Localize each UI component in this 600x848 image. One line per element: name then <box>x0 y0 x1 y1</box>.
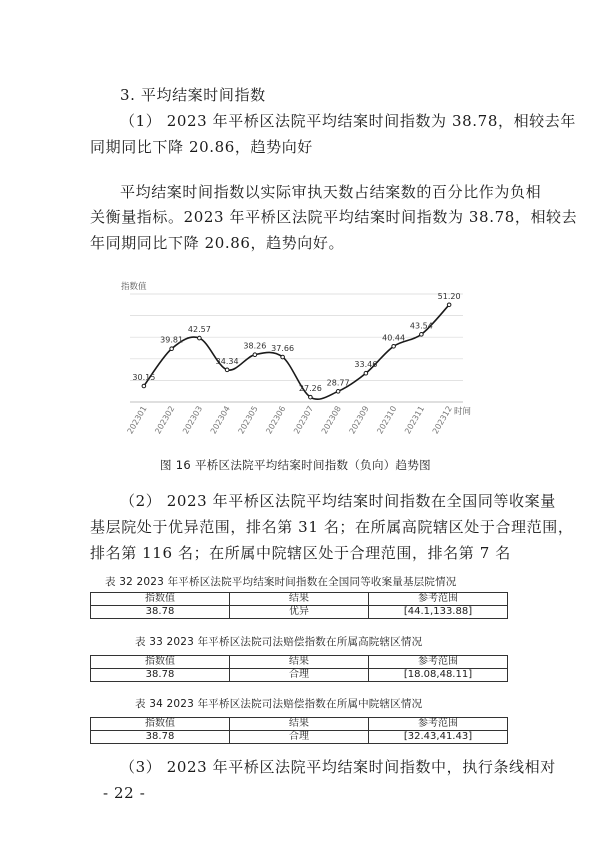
chart-data-label: 38.26 <box>243 341 267 351</box>
chart-point <box>336 390 340 394</box>
para2-line1: 平均结案时间指数以实际审执天数占结案数的百分比作为负相 <box>120 183 542 201</box>
chart-labels-group <box>126 292 461 436</box>
chart-x-tick-label: 202301 <box>125 404 149 436</box>
table-header-cell: 指数值 <box>91 718 230 731</box>
chart-data-label: 39.81 <box>160 335 184 345</box>
table-header-cell: 指数值 <box>91 593 230 606</box>
chart-data-label: 42.57 <box>187 325 211 335</box>
chart-gridlines <box>130 291 463 402</box>
table-header-cell: 参考范围 <box>369 656 508 669</box>
chart-data-label: 51.20 <box>437 291 461 301</box>
chart-x-tick-label: 202308 <box>319 404 343 436</box>
table-header-cell: 参考范围 <box>369 593 508 606</box>
chart-point <box>198 336 202 340</box>
chart-series-line-group <box>144 305 449 399</box>
chart-data-label: 28.77 <box>326 378 350 388</box>
table34 <box>90 717 508 744</box>
chart-point <box>420 333 424 337</box>
table-cell: 合理 <box>230 731 369 744</box>
table-cell: [44.1,133.88] <box>369 606 508 619</box>
chart-point <box>392 345 396 349</box>
table-cell: 38.78 <box>91 731 230 744</box>
para1-line1: （1） 2023 年平桥区法院平均结案时间指数为 38.78，相较去年 <box>120 112 576 130</box>
chart-x-tick-label: 202307 <box>292 404 316 436</box>
para1-line2: 同期同比下降 20.86，趋势向好 <box>90 138 313 156</box>
table-header-cell: 参考范围 <box>369 718 508 731</box>
chart-series-line <box>144 305 449 399</box>
chart-point <box>225 368 229 372</box>
table-row <box>91 606 508 619</box>
table-header-cell: 结果 <box>230 593 369 606</box>
table34-caption: 表 34 2023 年平桥区法院司法赔偿指数在所属中院辖区情况 <box>135 698 423 710</box>
table33 <box>90 655 508 682</box>
table32 <box>90 592 508 619</box>
para3-line3: 排名第 116 名；在所属中院辖区处于合理范围，排名第 7 名 <box>90 544 511 562</box>
table-cell: [18.08,48.11] <box>369 669 508 682</box>
table-header-row <box>91 718 508 731</box>
table-header-cell: 结果 <box>230 656 369 669</box>
chart-point <box>170 347 174 351</box>
chart-x-axis-label: 时间 <box>454 407 472 417</box>
chart-x-tick-label: 202310 <box>375 404 399 436</box>
para2-line3: 年同期同比下降 20.86，趋势向好。 <box>90 234 345 252</box>
chart-x-tick-label: 202312 <box>430 404 454 436</box>
trend-line-chart <box>118 272 478 440</box>
section-heading: 3. 平均结案时间指数 <box>120 86 266 104</box>
table-row <box>91 731 508 744</box>
para2-line2: 关衡量指标。2023 年平桥区法院平均结案时间指数为 38.78，相较去 <box>90 208 578 226</box>
table-header-cell: 结果 <box>230 718 369 731</box>
table-header-row <box>91 593 508 606</box>
chart-data-label: 34.34 <box>215 356 239 366</box>
table32-caption: 表 32 2023 年平桥区法院平均结案时间指数在全国同等收案量基层院情况 <box>105 576 457 588</box>
chart-data-label: 30.15 <box>132 372 156 382</box>
chart-x-tick-label: 202311 <box>403 404 427 436</box>
table-header-cell: 指数值 <box>91 656 230 669</box>
chart-x-tick-label: 202304 <box>208 404 232 436</box>
chart-data-label: 43.54 <box>409 321 433 331</box>
para4-line1: （3） 2023 年平桥区法院平均结案时间指数中，执行条线相对 <box>120 758 556 776</box>
chart-point <box>142 384 146 388</box>
chart-y-axis-label: 指数值 <box>121 282 147 292</box>
chart-data-label: 40.44 <box>382 333 406 343</box>
table-cell: 合理 <box>230 669 369 682</box>
table-cell: 38.78 <box>91 669 230 682</box>
chart-point <box>309 395 313 399</box>
chart-point <box>253 353 257 357</box>
table33-caption: 表 33 2023 年平桥区法院司法赔偿指数在所属高院辖区情况 <box>135 636 423 648</box>
chart-points-group <box>142 303 451 399</box>
chart-x-tick-label: 202302 <box>153 404 177 436</box>
para3-line2: 基层院处于优异范围，排名第 31 名；在所属高院辖区处于合理范围， <box>90 518 574 536</box>
chart-x-tick-label: 202305 <box>236 404 260 436</box>
table-cell: 38.78 <box>91 606 230 619</box>
chart-x-tick-label: 202303 <box>181 404 205 436</box>
page-number: - 22 - <box>103 784 146 802</box>
chart-point <box>364 371 368 375</box>
chart-x-tick-label: 202309 <box>347 404 371 436</box>
table-header-row <box>91 656 508 669</box>
table-cell: 优异 <box>230 606 369 619</box>
chart-point <box>447 303 451 307</box>
chart-data-label: 33.46 <box>354 360 378 370</box>
para3-line1: （2） 2023 年平桥区法院平均结案时间指数在全国同等收案量 <box>120 492 556 510</box>
table-row <box>91 669 508 682</box>
chart-data-label: 37.66 <box>271 344 295 354</box>
chart-data-label: 27.26 <box>298 384 322 394</box>
chart-x-tick-label: 202306 <box>264 404 288 436</box>
table-cell: [32.43,41.43] <box>369 731 508 744</box>
figure-caption: 图 16 平桥区法院平均结案时间指数（负向）趋势图 <box>160 458 431 472</box>
chart-point <box>281 355 285 359</box>
